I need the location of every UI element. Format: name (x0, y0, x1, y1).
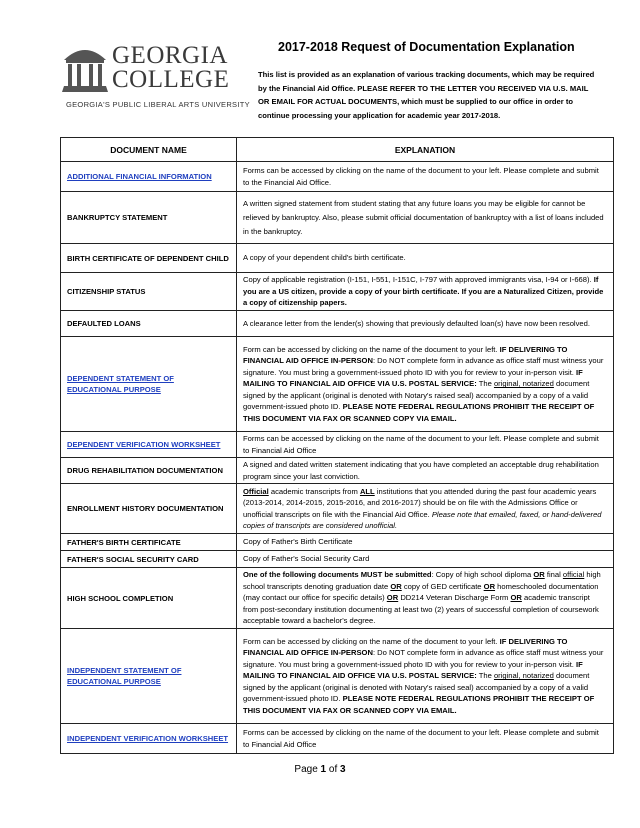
column-header-explanation: EXPLANATION (237, 138, 614, 162)
building-columns-icon (60, 42, 110, 94)
document-name-cell (61, 337, 237, 432)
document-link[interactable]: ADDITIONAL FINANCIAL INFORMATION (67, 172, 212, 181)
document-name-cell: BANKRUPTCY STATEMENT (61, 192, 237, 244)
explanation-emphasis: IF DELIVERING TO FINANCIAL AID OFFICE IN-PERSON (243, 345, 568, 366)
explanation-emphasis: If you are a US citizen, provide a copy of your birth certificate. If you are a Naturalized Citizen, provide a copy of citizenship papers. (243, 275, 604, 308)
table-header-row (61, 138, 614, 162)
header (60, 38, 595, 128)
explanation-cell: A written signed statement from student stating that any future loans you may be eligible for cannot be relieved by bankruptcy. Also, please submit official documentation of bankruptcy with a list of loans included in the bankruptcy. (237, 192, 614, 244)
document-name-cell: DRUG REHABILITATION DOCUMENTATION (61, 458, 237, 484)
table-row (61, 337, 614, 432)
explanation-underlined: original, notarized (493, 671, 554, 681)
explanation-cell: Forms can be accessed by clicking on the name of the document to your left. Please complete and submit to Financial Aid Office (237, 724, 614, 754)
explanation-underlined: original, notarized (493, 379, 554, 389)
or-keyword: OR (390, 581, 402, 591)
page-total: 3 (340, 764, 346, 775)
georgia-college-logo (60, 42, 250, 112)
table-row (61, 432, 614, 458)
document-link[interactable]: DEPENDENT VERIFICATION WORKSHEET (67, 440, 221, 449)
page-title: 2017-2018 Request of Documentation Explanation (278, 40, 575, 54)
document-name-cell (61, 629, 237, 724)
table-row (61, 162, 614, 192)
table-row (61, 458, 614, 484)
document-name-cell (61, 724, 237, 754)
explanation-cell: A clearance letter from the lender(s) showing that previously defaulted loan(s) have now been resolved. (237, 311, 614, 337)
explanation-emphasis: PLEASE NOTE FEDERAL REGULATIONS PROHIBIT THE RECEIPT OF THIS DOCUMENT VIA FAX OR SCANNED COPY VIA EMAIL. (243, 402, 595, 423)
explanation-text: document signed by the applicant (original is denoted with Notary's raised seal) accompanied by a copy of a valid government-issued photo ID. (243, 379, 590, 412)
or-keyword: OR (386, 593, 399, 603)
table-row (61, 724, 614, 754)
explanation-text: institutions that you attended during the past four academic years (2013-2014, 2014-2015, 2015-2016, and 2016-2017) should be on file with the Admissions Office or unofficial transcripts on file with the Financial Aid Office. (243, 486, 597, 519)
explanation-cell (237, 484, 614, 534)
table-row (61, 551, 614, 568)
explanation-text: Form can be accessed by clicking on the name of the document to your left. (243, 637, 498, 647)
logo-wordmark-georgia: GEORGIA (112, 42, 228, 69)
document-link[interactable]: INDEPENDENT VERIFICATION WORKSHEET (67, 734, 229, 743)
document-link[interactable]: INDEPENDENT STATEMENT OF EDUCATIONAL PURPOSE (67, 666, 182, 686)
logo-wordmark-college: COLLEGE (112, 66, 230, 93)
explanation-text: : Do NOT complete form in advance as office staff must witness your signature. You must bring a government-issued photo ID with you for review to your in-person visit. (243, 648, 604, 669)
document-name-cell (61, 432, 237, 458)
explanation-emphasis: One of the following documents MUST be submitted (243, 570, 432, 580)
explanation-cell: Forms can be accessed by clicking on the name of the document to your left. Please complete and submit to Financial Aid Office (237, 432, 614, 458)
explanation-cell: A signed and dated written statement indicating that you have completed an acceptable drug rehabilitation program since your last conviction. (237, 458, 614, 484)
explanation-text: : Copy of high school diploma (431, 570, 532, 580)
explanation-emphasis: ALL (359, 486, 375, 496)
explanation-italic: Please note that emailed, faxed, or hand-delivered copies of transcripts are considered unofficial. (243, 509, 602, 530)
explanation-text: academic transcript from post-secondary institution documenting at least two (2) years of successful completion of coursework acceptable toward a bachelor's degree. (243, 593, 599, 626)
table-row (61, 568, 614, 629)
table-row (61, 534, 614, 551)
document-name-cell: BIRTH CERTIFICATE OF DEPENDENT CHILD (61, 244, 237, 273)
explanation-text: DD214 Veteran Discharge Form (400, 593, 509, 603)
explanation-text: copy of GED certificate (403, 581, 482, 591)
document-name-cell: CITIZENSHIP STATUS (61, 273, 237, 311)
table-row (61, 273, 614, 311)
document-name-cell (61, 162, 237, 192)
explanation-cell (237, 273, 614, 311)
explanation-text: academic transcripts from (270, 486, 358, 496)
or-keyword: OR (510, 593, 522, 603)
explanation-emphasis: PLEASE NOTE FEDERAL REGULATIONS PROHIBIT THE RECEIPT OF THIS DOCUMENT VIA FAX OR SCANNED COPY VIA EMAIL. (243, 694, 595, 715)
document-name-cell: FATHER'S SOCIAL SECURITY CARD (61, 551, 237, 568)
explanation-text: : Do NOT complete form in advance as office staff must witness your signature. You must bring a government-issued photo ID with you for review to your in-person visit. (243, 356, 604, 377)
table-row (61, 244, 614, 273)
explanation-text: homeschooled documentation (may contact our office for specific details) (243, 581, 599, 603)
document-link[interactable]: DEPENDENT STATEMENT OF EDUCATIONAL PURPOSE (67, 374, 174, 394)
document-name-cell: HIGH SCHOOL COMPLETION (61, 568, 237, 629)
document-name-cell: FATHER'S BIRTH CERTIFICATE (61, 534, 237, 551)
explanation-emphasis: IF MAILING TO FINANCIAL AID OFFICE VIA U.S. POSTAL SERVICE: (243, 659, 583, 681)
explanation-text: The (478, 379, 492, 389)
explanation-text: document signed by the applicant (original is denoted with Notary's raised seal) accompanied by a copy of a valid government-issued photo ID. (243, 671, 590, 704)
explanation-underlined: official (562, 570, 585, 580)
page-number: 1 (320, 764, 327, 775)
intro-paragraph: This list is provided as an explanation of various tracking documents, which may be required by the Financial Aid Office. PLEASE REFER TO THE LETTER YOU RECEIVED VIA U.S. MAIL OR EMAIL FOR ACTUAL DOCUMENTS, which must be supplied to our office in order to continue processing your application for academic year 2017-2018. (258, 70, 595, 120)
explanation-cell: Copy of Father's Social Security Card (237, 551, 614, 568)
or-keyword: OR (483, 581, 496, 591)
explanation-text: Copy of applicable registration (I-151, I-551, I-151C, I-797 with approved immigrants visa, I-94 or I-668). (243, 275, 592, 285)
explanation-cell (237, 337, 614, 432)
explanation-cell (237, 568, 614, 629)
table-row (61, 629, 614, 724)
explanation-text: Form can be accessed by clicking on the name of the document to your left. (243, 345, 498, 355)
explanation-emphasis: IF MAILING TO FINANCIAL AID OFFICE VIA U.S. POSTAL SERVICE: (243, 367, 583, 389)
table-row (61, 192, 614, 244)
explanation-text: high school transcripts denoting graduation date (243, 570, 601, 591)
page-of: of (328, 764, 338, 775)
table-row (61, 311, 614, 337)
logo-tagline: GEORGIA'S PUBLIC LIBERAL ARTS UNIVERSITY (66, 100, 250, 109)
or-keyword: OR (533, 570, 545, 580)
page-footer (0, 764, 640, 775)
documents-table (60, 137, 614, 754)
explanation-text: final (546, 570, 561, 580)
explanation-cell: Copy of Father's Birth Certificate (237, 534, 614, 551)
page-label: Page (294, 764, 318, 775)
explanation-cell: Forms can be accessed by clicking on the name of the document to your left. Please complete and submit to the Financial Aid Office. (237, 162, 614, 192)
explanation-emphasis: Official (243, 486, 269, 496)
column-header-document-name: DOCUMENT NAME (61, 138, 237, 162)
explanation-emphasis: IF DELIVERING TO FINANCIAL AID OFFICE IN-PERSON (243, 637, 568, 658)
explanation-text: The (478, 671, 492, 681)
explanation-cell (237, 629, 614, 724)
document-name-cell: ENROLLMENT HISTORY DOCUMENTATION (61, 484, 237, 534)
document-name-cell: DEFAULTED LOANS (61, 311, 237, 337)
explanation-cell: A copy of your dependent child's birth certificate. (237, 244, 614, 273)
table-row (61, 484, 614, 534)
